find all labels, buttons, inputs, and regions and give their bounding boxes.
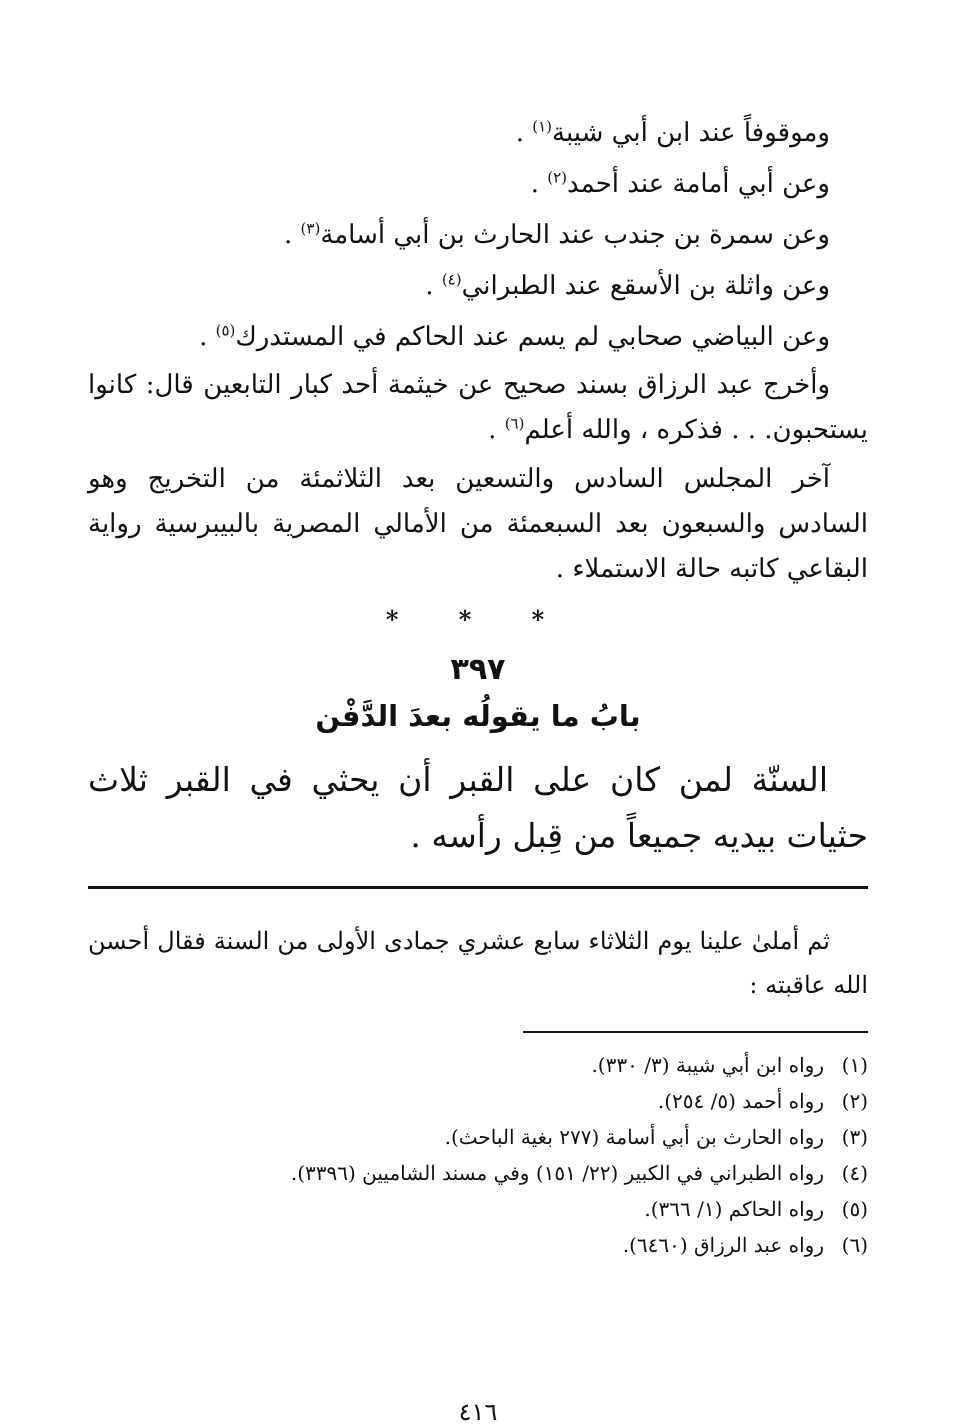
footnote-item: [88, 1227, 868, 1263]
hadith-text: السنّة لمن كان على القبر أن يحثي في القبر ثلاث حثيات بيديه جميعاً من قِبل رأسه .: [88, 760, 868, 855]
line-end: .: [199, 322, 216, 352]
narration-text: وعن البياضي صحابي لم يسم عند الحاكم في المستدرك: [235, 322, 830, 352]
footnote-text: رواه ابن أبي شيبة (٣/ ٣٣٠).: [591, 1053, 824, 1077]
footnote-divider: [523, 1031, 868, 1033]
footnote-item: [88, 1047, 868, 1083]
narration-text: وعن سمرة بن جندب عند الحارث بن أبي أسامة: [320, 220, 830, 250]
narration-line: [88, 210, 868, 261]
abdurrazzaq-paragraph: [88, 363, 868, 453]
footnote-item: [88, 1119, 868, 1155]
footnote-text: رواه أحمد (٥/ ٢٥٤).: [657, 1089, 824, 1113]
footnote-number: (٢): [841, 1089, 868, 1113]
footnote-text: رواه الحاكم (١/ ٣٦٦).: [644, 1197, 824, 1221]
footnote-ref: (٣): [300, 219, 321, 238]
footnote-item: [88, 1155, 868, 1191]
footnote-text: رواه الحارث بن أبي أسامة (٢٧٧ بغية الباحث).: [444, 1125, 824, 1149]
footnote-ref: (٤): [441, 270, 462, 289]
narration-line: [88, 312, 868, 363]
footnote-ref: (١): [532, 117, 552, 136]
chapter-title: بابُ ما يقولُه بعدَ الدَّفْن: [315, 699, 641, 733]
footnote-number: (٥): [841, 1197, 868, 1221]
footnote-ref: (٥): [215, 321, 236, 340]
section-separator: * * *: [385, 605, 571, 634]
footnote-text: رواه عبد الرزاق (٦٤٦٠).: [622, 1233, 824, 1257]
line-end: .: [284, 220, 301, 250]
line-end: .: [488, 415, 505, 445]
footnote-text: رواه الطبراني في الكبير (٢٢/ ١٥١) وفي مسند الشاميين (٣٣٩٦).: [290, 1161, 824, 1185]
narration-text: وموقوفاً عند ابن أبي شيبة: [552, 118, 830, 148]
footnote-ref: (٢): [547, 168, 568, 187]
footnote-number: (٣): [841, 1125, 868, 1149]
narration-line: [88, 261, 868, 312]
line-end: .: [425, 271, 442, 301]
narration-text: وعن واثلة بن الأسقع عند الطبراني: [461, 271, 830, 301]
narration-lines: [88, 108, 868, 363]
footnote-number: (١): [841, 1053, 868, 1077]
chapter-number: ٣٩٧: [450, 652, 506, 687]
footnote-ref: (٦): [504, 414, 525, 433]
narration-line: [88, 159, 868, 210]
book-page: [88, 108, 868, 1426]
narration-text: وعن أبي أمامة عند أحمد: [567, 169, 830, 199]
footnote-number: (٤): [841, 1161, 868, 1185]
paragraph-text: وأخرج عبد الرزاق بسند صحيح عن خيثمة أحد كبار التابعين قال: كانوا يستحبون. . . فذكره ، والله أعلم: [88, 370, 868, 445]
footnote-number: (٦): [841, 1233, 868, 1257]
section-divider: [88, 886, 868, 889]
session-note: آخر المجلس السادس والتسعين بعد الثلاثمئة من التخريج وهو السادس والسبعون بعد السبعمئة من الأمالي المصرية بالبيبرسية رواية البقاعي كاتبه حالة الاستملاء .: [88, 464, 868, 584]
dictation-text: ثم أملىٰ علينا يوم الثلاثاء سابع عشري جمادى الأولى من السنة فقال أحسن الله عاقبته :: [88, 927, 868, 999]
footnote-item: [88, 1191, 868, 1227]
line-end: .: [515, 118, 533, 148]
narration-line: [88, 108, 868, 159]
page-number: ٤١٦: [458, 1398, 498, 1426]
footnotes-list: [88, 1047, 868, 1263]
line-end: .: [530, 169, 548, 199]
footnote-item: [88, 1083, 868, 1119]
